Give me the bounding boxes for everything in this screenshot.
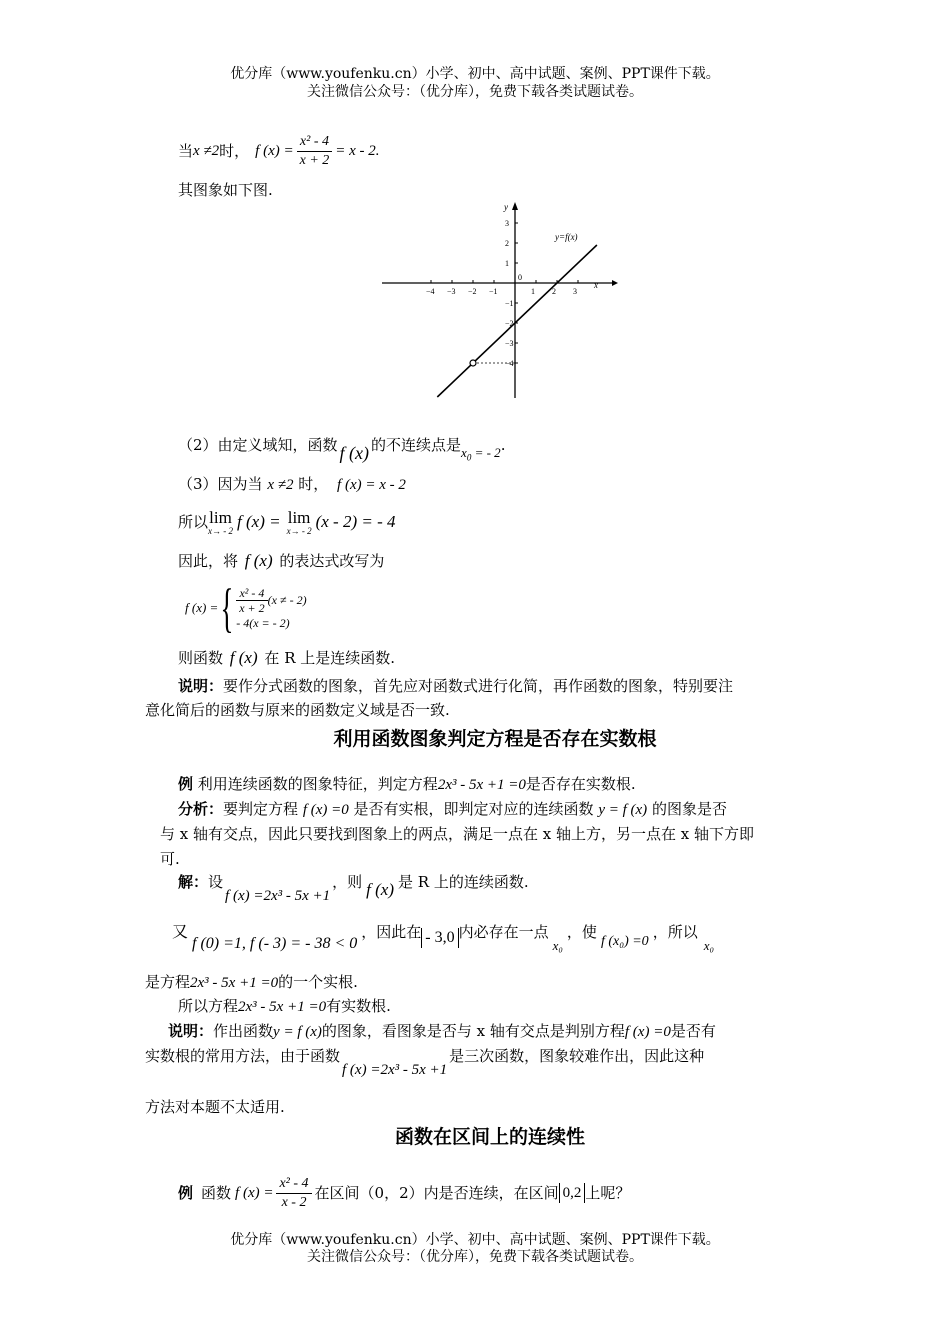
numerator: x² - 4 xyxy=(236,586,267,601)
lim: lim xyxy=(287,507,311,527)
function-graph xyxy=(380,198,620,402)
text: 是 R 上的连续函数. xyxy=(398,873,529,891)
condition-line xyxy=(178,474,406,495)
text: 是方程 xyxy=(145,973,191,991)
note-1-line-1 xyxy=(178,676,733,696)
math: f (0) =1, f (- 3) = - 38 < 0 xyxy=(192,935,358,952)
text: 内必存在一点 xyxy=(458,923,549,941)
analysis-label: 分析： xyxy=(178,800,224,818)
lim: lim xyxy=(209,507,232,527)
text: 所以 xyxy=(178,513,209,531)
text: 因此，将 xyxy=(178,552,239,570)
case-1 xyxy=(236,586,306,615)
lim-sub: x→ - 2 xyxy=(208,525,234,536)
footer-line-1: 优分库（www.youfenku.cn）小学、初中、高中试题、案例、PPT课件下载。 xyxy=(230,1232,720,1248)
math: = x - 2. xyxy=(335,143,380,159)
math: f (x) = xyxy=(237,512,281,531)
origin-label: 0 xyxy=(518,273,522,282)
subscript: 0 xyxy=(466,452,472,463)
math: f (x) xyxy=(244,551,273,570)
math: f (x) xyxy=(229,648,258,667)
cases xyxy=(236,586,306,631)
interval: 0,2 xyxy=(559,1183,586,1203)
text: 作出函数 xyxy=(213,1022,274,1040)
removable-discontinuity-point xyxy=(470,360,476,366)
text: 要判定方程 xyxy=(223,800,299,818)
function-line xyxy=(437,245,597,397)
text: 当 xyxy=(178,142,194,160)
example-2 xyxy=(178,1170,630,1216)
solution-line-1 xyxy=(178,872,529,906)
section-heading-1: 利用函数图象判定方程是否存在实数根 xyxy=(333,728,657,750)
text: 所以方程 xyxy=(178,997,239,1015)
x0: x xyxy=(461,444,467,460)
text: ，使 xyxy=(566,923,597,941)
math: y = f (x) xyxy=(598,802,648,818)
text: 函数 xyxy=(201,1184,232,1202)
text: 的表达式改写为 xyxy=(279,552,385,570)
x-axis-arrow xyxy=(612,280,618,286)
text: 设 xyxy=(208,873,224,891)
header-line-1: 优分库（www.youfenku.cn）小学、初中、高中试题、案例、PPT课件下载。 xyxy=(230,66,720,82)
math: 2x³ - 5x +1 =0 xyxy=(437,777,526,793)
math: f (x) = xyxy=(185,600,219,615)
y-axis-arrow xyxy=(512,202,518,210)
math: x₀ xyxy=(703,938,714,953)
y-tick-label: −1 xyxy=(505,299,514,308)
math: f (x) =2x³ - 5x +1 xyxy=(342,1062,448,1078)
text: 实数根的常用方法，由于函数 xyxy=(145,1047,341,1065)
y-tick-label: −4 xyxy=(505,359,514,368)
text: 的不连续点是 xyxy=(371,436,462,454)
text: 利用连续函数的图象特征，判定方程 xyxy=(197,775,438,793)
fraction xyxy=(276,1175,311,1212)
math: (x - 2) = - 4 xyxy=(315,512,396,531)
analysis-line-2: 与 x 轴有交点，因此只要找到图象上的两点，满足一点在 x 轴上方，另一点在 x 轴下方即 xyxy=(160,825,754,843)
continuity-conclusion xyxy=(178,648,395,668)
math: f (x₀) =0 xyxy=(600,934,649,949)
solution-line-2 xyxy=(172,922,714,962)
function-label: y=f(x) xyxy=(555,232,578,242)
example-1 xyxy=(178,774,636,795)
numerator: x² - 4 xyxy=(276,1175,311,1194)
denominator: x + 2 xyxy=(239,600,265,615)
text: 又 xyxy=(172,922,189,941)
simplified-function-line xyxy=(178,128,380,174)
x-tick-label: 3 xyxy=(573,287,577,296)
math: f (x) xyxy=(366,880,395,899)
x-axis-label: x xyxy=(594,280,598,290)
text: 则函数 xyxy=(178,649,224,667)
text: 有实数根. xyxy=(326,997,391,1015)
x-tick-label: 1 xyxy=(531,287,535,296)
note-2-line-3: 方法对本题不太适用. xyxy=(145,1098,285,1116)
condition: (x ≠ - 2) xyxy=(267,592,307,607)
limit xyxy=(287,509,312,536)
y-axis-label: y xyxy=(504,202,508,212)
denominator: x + 2 xyxy=(299,152,330,168)
lim-sub: x→ - 2 xyxy=(286,525,312,536)
note-label: 说明： xyxy=(168,1022,214,1040)
text: 的图象是否 xyxy=(651,800,727,818)
solution-label: 解： xyxy=(178,873,209,891)
solution-line-4 xyxy=(178,996,391,1017)
section-heading-2: 函数在区间上的连续性 xyxy=(394,1126,585,1148)
text: 上呢？ xyxy=(585,1184,631,1202)
x-tick-label: 2 xyxy=(552,287,556,296)
math: f (x) = xyxy=(255,143,294,159)
note-label: 说明： xyxy=(178,677,224,695)
text: 是否存在实数根. xyxy=(525,775,636,793)
text: （2）由定义域知，函数 xyxy=(178,436,338,454)
text: 时， xyxy=(219,142,250,160)
example-label: 例 xyxy=(178,1184,194,1202)
text: 在 R 上是连续函数. xyxy=(264,649,396,667)
limit xyxy=(208,509,233,536)
math xyxy=(461,443,501,468)
math: f (x) =0 xyxy=(624,1024,671,1040)
interval: - 3,0 xyxy=(421,928,458,948)
text: ，所以 xyxy=(652,923,698,941)
text: 的一个实根. xyxy=(278,973,358,991)
denominator: x - 2 xyxy=(281,1194,307,1210)
footer-line-2: 关注微信公众号：（优分库），免费下载各类试题试卷。 xyxy=(307,1249,643,1265)
text: ，则 xyxy=(332,873,363,891)
x-tick-label: −3 xyxy=(447,287,456,296)
discontinuity-statement xyxy=(178,428,505,462)
piecewise-function xyxy=(185,580,307,636)
text: 要作分式函数的图象，首先应对函数式进行化简，再作函数的图象，特别要注 xyxy=(223,677,734,695)
y-tick-label: −2 xyxy=(505,319,514,328)
math: y = f (x) xyxy=(273,1024,322,1040)
limit-line xyxy=(178,504,396,540)
text: 在区间（0，2）内是否连续，在区间 xyxy=(314,1184,559,1202)
text: 是否有实根，即判定对应的连续函数 xyxy=(353,800,594,818)
fraction xyxy=(297,133,333,170)
math: x₀ xyxy=(552,938,563,953)
y-tick-label: −3 xyxy=(505,339,514,348)
math: x ≠2 xyxy=(267,477,294,493)
x-tick-label: −1 xyxy=(489,287,498,296)
rewrite-line xyxy=(178,551,384,571)
text: 时， xyxy=(298,475,329,493)
math: 2x³ - 5x +1 =0 xyxy=(238,999,327,1015)
text: . xyxy=(500,436,506,454)
fraction xyxy=(236,586,267,615)
brace: { xyxy=(220,578,234,638)
numerator: x² - 4 xyxy=(297,133,333,152)
x-tick-label: −4 xyxy=(426,287,435,296)
analysis-line-1 xyxy=(178,799,727,820)
note-2-line-2 xyxy=(145,1046,704,1082)
y-tick-label: 3 xyxy=(505,219,509,228)
graph-caption: 其图象如下图. xyxy=(178,181,273,199)
header-line-2: 关注微信公众号：（优分库），免费下载各类试题试卷。 xyxy=(307,84,643,100)
x-tick-label: −2 xyxy=(468,287,477,296)
math: f (x) = xyxy=(235,1185,274,1201)
y-tick-label: 2 xyxy=(505,239,509,248)
math: 2x³ - 5x +1 =0 xyxy=(190,975,279,991)
math: f (x) =2x³ - 5x +1 xyxy=(225,888,331,904)
case-2: - 4(x = - 2) xyxy=(236,615,290,630)
example-label: 例 xyxy=(178,775,194,793)
math: f (x) = x - 2 xyxy=(337,477,406,493)
value: = - 2 xyxy=(474,444,501,460)
math: f (x) =0 xyxy=(302,802,349,818)
text: 的图象，看图象是否与 x 轴有交点是判别方程 xyxy=(321,1022,625,1040)
note-2-line-1 xyxy=(168,1021,716,1042)
text: 是三次函数，图象较难作出，因此这种 xyxy=(449,1047,705,1065)
analysis-line-3: 可. xyxy=(160,850,180,868)
text: ，因此在 xyxy=(361,923,422,941)
y-tick-label: 1 xyxy=(505,259,509,268)
solution-line-3 xyxy=(145,972,358,993)
text: （3）因为当 xyxy=(178,475,263,493)
note-1-line-2: 意化简后的函数与原来的函数定义域是否一致. xyxy=(145,701,450,719)
text: 是否有 xyxy=(670,1022,716,1040)
math: x ≠2 xyxy=(193,143,220,159)
math: f (x) xyxy=(339,443,370,463)
